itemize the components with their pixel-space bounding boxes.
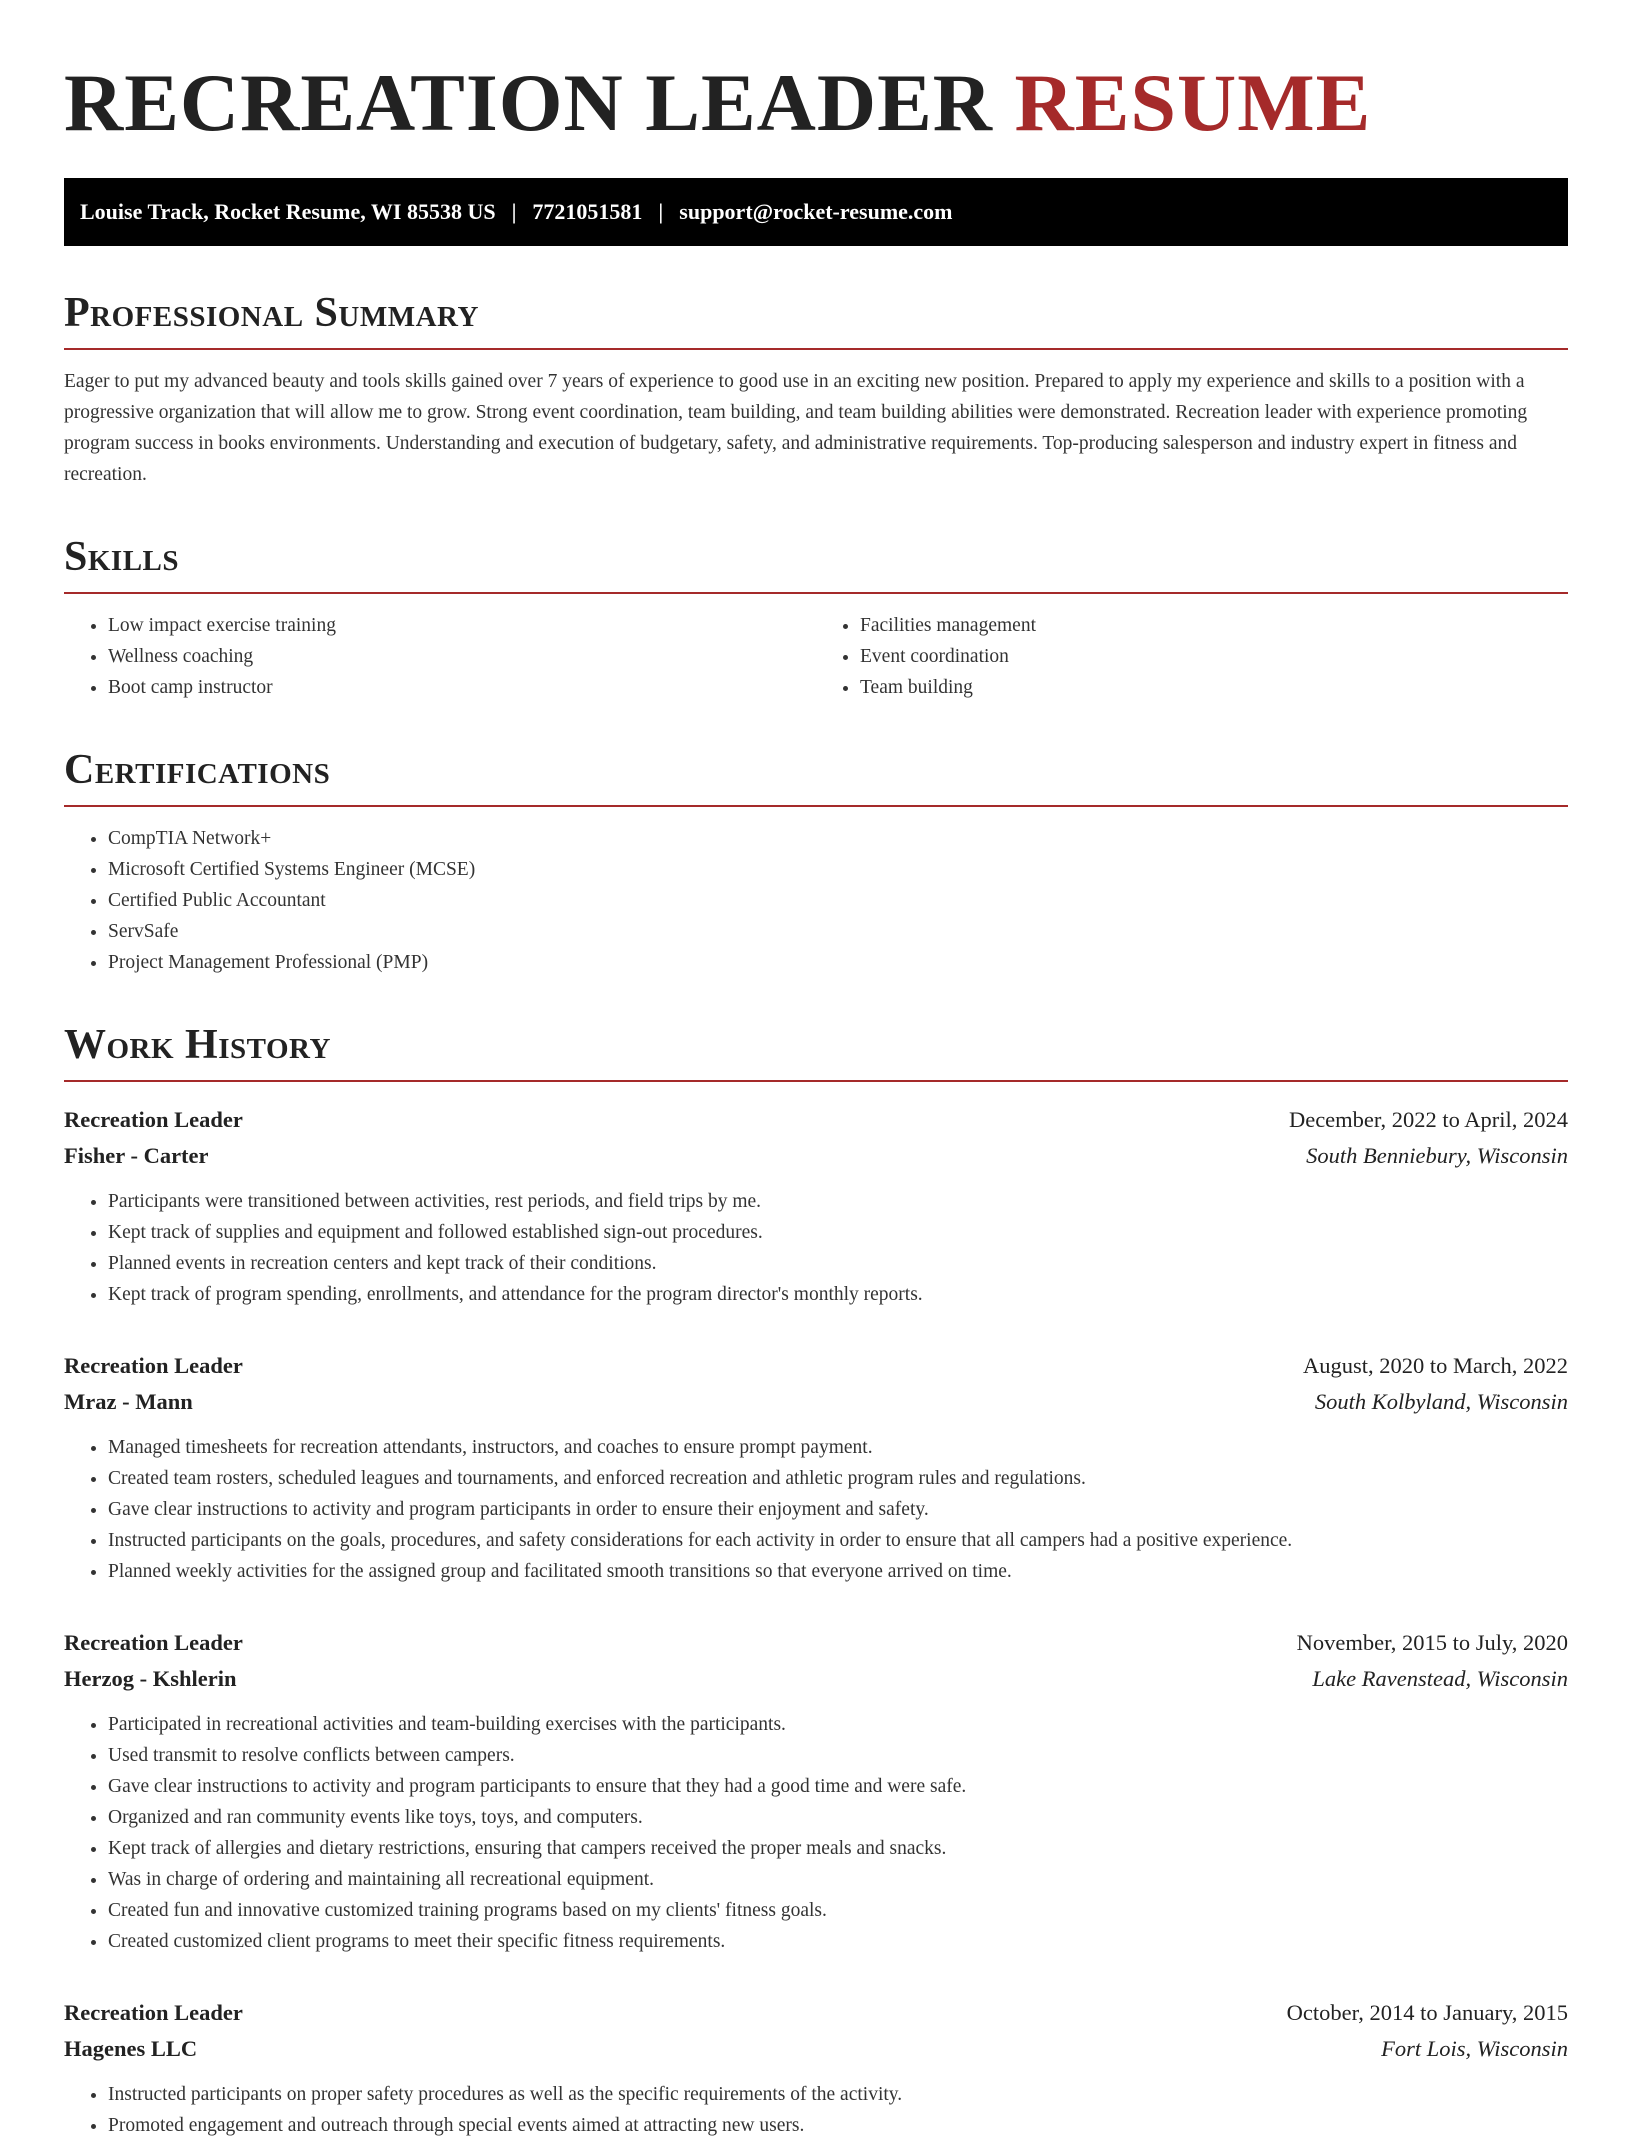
certification-item: • ServSafe [108,916,1568,947]
job-bullet: • Participants were transitioned between activities, rest periods, and field trips by me. [108,1186,1568,1217]
job-entry [64,1995,1568,2141]
job-header-row [64,1625,1568,1661]
section-heading: Professional Summary [64,288,1568,350]
job-title: Recreation Leader [64,1353,243,1378]
job-bullet: • Participated in recreational activities and team-building exercises with the participants. [108,1709,1568,1740]
certification-item: • Project Management Professional (PMP) [108,947,1568,978]
certification-item: • Microsoft Certified Systems Engineer (MCSE) [108,854,1568,885]
skill-item: • Facilities management [860,610,1568,641]
skill-item: • Event coordination [860,641,1568,672]
skill-item: • Wellness coaching [108,641,816,672]
job-company: Hagenes LLC [64,2036,198,2061]
job-bullet: • Created customized client programs to meet their specific fitness requirements. [108,1926,1568,1957]
summary-text: Eager to put my advanced beauty and tools skills gained over 7 years of experience to good use in an exciting new position. Prepared to apply my experience and skills to a position with a progressive organization that will allow me to grow. Strong event coordination, team building, and team building abilities were demonstrated. Recreation leader with experience promoting program success in books environments. Understanding and execution of budgetary, safety, and administrative requirements. Top-producing salesperson and industry expert in fitness and recreation. [64,371,1528,485]
job-dates: October, 2014 to January, 2015 [1286,2000,1568,2025]
job-bullet: • Gave clear instructions to activity and program participants to ensure that they had a good time and were safe. [108,1771,1568,1802]
contact-bar [64,178,1568,246]
job-location: Fort Lois, Wisconsin [1381,2036,1568,2061]
certifications-section [64,745,1568,978]
job-bullets [64,1709,1568,1957]
contact-phone: 7721051581 [532,199,643,224]
job-bullet: • Kept track of supplies and equipment and followed established sign-out procedures. [108,1217,1568,1248]
certification-item: • CompTIA Network+ [108,823,1568,854]
job-header-row [64,1348,1568,1384]
section-heading: Skills [64,532,1568,594]
title-main: RECREATION LEADER [64,57,994,148]
contact-email: support@rocket-resume.com [679,199,953,224]
job-title: Recreation Leader [64,2000,243,2025]
section-heading: Certifications [64,745,1568,807]
skill-item: • Team building [860,672,1568,703]
job-dates: November, 2015 to July, 2020 [1296,1630,1568,1655]
job-location: South Benniebury, Wisconsin [1306,1143,1568,1168]
job-employer-row [64,1138,1568,1174]
skills-section [64,532,1568,703]
job-bullets [64,1432,1568,1587]
job-bullet: • Planned events in recreation centers and kept track of their conditions. [108,1248,1568,1279]
contact-address: Louise Track, Rocket Resume, WI 85538 US [80,199,496,224]
job-entry [64,1625,1568,1957]
skill-item: • Low impact exercise training [108,610,816,641]
job-bullet: • Used transmit to resolve conflicts between campers. [108,1740,1568,1771]
contact-separator: | [511,199,517,224]
job-header-row [64,1102,1568,1138]
job-bullet: • Instructed participants on proper safety procedures as well as the specific requirements of the activity. [108,2079,1568,2110]
job-employer-row [64,2031,1568,2067]
job-header-row [64,1995,1568,2031]
job-bullets [64,1186,1568,1310]
job-bullet: • Created team rosters, scheduled leagues and tournaments, and enforced recreation and athletic program rules and regulations. [108,1463,1568,1494]
professional-summary-section [64,288,1568,490]
job-bullet: • Promoted engagement and outreach through special events aimed at attracting new users. [108,2110,1568,2141]
job-title: Recreation Leader [64,1107,243,1132]
job-bullet: • Planned weekly activities for the assigned group and facilitated smooth transitions so that everyone arrived on time. [108,1556,1568,1587]
job-bullets [64,2079,1568,2141]
job-employer-row [64,1661,1568,1697]
skills-list-left [64,610,816,703]
job-employer-row [64,1384,1568,1420]
job-entry [64,1348,1568,1587]
job-bullet: • Organized and ran community events like toys, toys, and computers. [108,1802,1568,1833]
job-bullet: • Instructed participants on the goals, procedures, and safety considerations for each activity in order to ensure that all campers had a positive experience. [108,1525,1568,1556]
job-dates: December, 2022 to April, 2024 [1288,1107,1568,1132]
job-location: Lake Ravenstead, Wisconsin [1312,1666,1568,1691]
job-entry [64,1102,1568,1310]
job-company: Fisher - Carter [64,1143,209,1168]
job-company: Herzog - Kshlerin [64,1666,237,1691]
certification-item: • Certified Public Accountant [108,885,1568,916]
skill-item: • Boot camp instructor [108,672,816,703]
skills-list-right [816,610,1568,703]
section-heading: Work History [64,1020,1568,1082]
job-company: Mraz - Mann [64,1389,193,1414]
job-bullet: • Kept track of program spending, enrollments, and attendance for the program director's monthly reports. [108,1279,1568,1310]
job-bullet: • Was in charge of ordering and maintaining all recreational equipment. [108,1864,1568,1895]
job-dates: August, 2020 to March, 2022 [1303,1353,1568,1378]
job-bullet: • Gave clear instructions to activity and program participants in order to ensure their enjoyment and safety. [108,1494,1568,1525]
job-location: South Kolbyland, Wisconsin [1314,1389,1568,1414]
work-history-section [64,1020,1568,2141]
skills-grid [64,610,1568,703]
contact-separator: | [658,199,664,224]
job-title: Recreation Leader [64,1630,243,1655]
job-bullet: • Kept track of allergies and dietary restrictions, ensuring that campers received the proper meals and snacks. [108,1833,1568,1864]
resume-title [64,48,1568,158]
certifications-list [64,823,1568,978]
job-bullet: • Managed timesheets for recreation attendants, instructors, and coaches to ensure prompt payment. [108,1432,1568,1463]
title-accent: RESUME [1014,57,1372,148]
job-bullet: • Created fun and innovative customized training programs based on my clients' fitness goals. [108,1895,1568,1926]
